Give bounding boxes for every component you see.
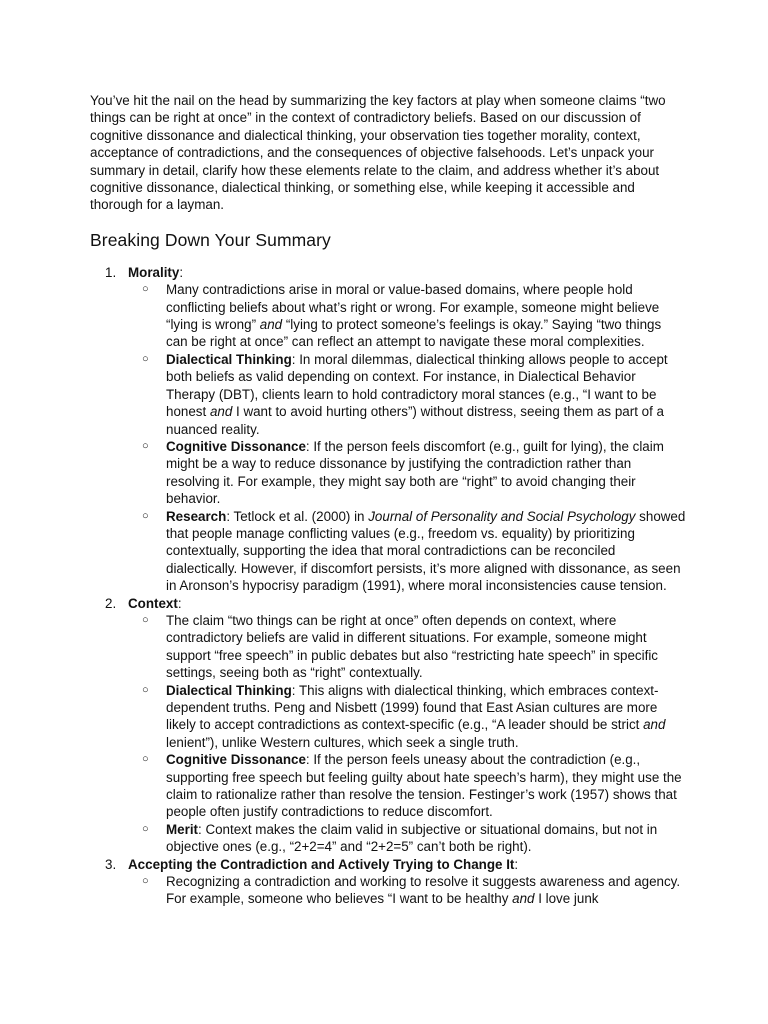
bullet-circle-icon: ○ [142, 753, 149, 766]
bullet-item [128, 438, 686, 508]
bullet-text: The claim “two things can be right at once” often depends on context, where contradictory beliefs are valid in different situations. For example, someone might support “free speech” in public debates but also “restricting hate speech” in specific settings, seeing both as “right” contextually. [166, 612, 658, 681]
bullet-item [128, 873, 686, 908]
bullet-text: showed that people manage conflicting values (e.g., freedom vs. equality) by prioritizing contextually, supporting the idea that moral contradictions can be reconciled dialectically. However, if discomfort persists, it’s more aligned with dissonance, as seen in Aronson’s hypocrisy paradigm (1991), where moral inconsistencies cause tension. [166, 508, 686, 594]
bullet-term: Cognitive Dissonance [166, 752, 306, 768]
list-number: 3. [105, 856, 117, 872]
bullet-term: Research [166, 508, 227, 524]
document-page [90, 92, 686, 908]
bullet-text: : If the person feels uneasy about the contradiction (e.g., supporting free speech but feeling guilty about hate speech’s harm), they might use the claim to rationalize rather than resolve the tension. Festinger’s work (1957) shows that people often justify contradictions to reduce discomfort. [166, 752, 682, 820]
bullet-text: : Context makes the claim valid in subjective or situational domains, but not in objective ones (e.g., “2+2=4” and “2+2=5” can’t both be right). [166, 821, 658, 855]
emphasis-text: and [209, 404, 233, 420]
bullet-text: Many contradictions arise in moral or value-based domains, where people hold conflicting beliefs about what’s right or wrong. For example, someone might believe “lying is wrong” [166, 282, 660, 333]
bullet-circle-icon: ○ [142, 613, 149, 626]
bullet-text: “lying to protect someone’s feelings is okay.” Saying “two things can be right at once” can reflect an attempt to navigate these moral complexities. [166, 317, 662, 350]
bullet-text: : If the person feels discomfort (e.g., guilt for lying), the claim might be a way to reduce dissonance by justifying the contradiction rather than resolving it. For example, they might say both are “right” to avoid changing their behavior. [166, 438, 664, 507]
bullet-list [128, 612, 686, 856]
section-heading: Breaking Down Your Summary [90, 229, 331, 250]
bullet-item [128, 351, 686, 438]
bullet-text: Recognizing a contradiction and working to resolve it suggests awareness and agency. For example, someone who believes “I want to be healthy [166, 874, 681, 907]
bullet-item [128, 821, 686, 856]
list-item-title-suffix: : [514, 856, 519, 872]
bullet-circle-icon: ○ [142, 283, 149, 296]
list-item-title-suffix: : [177, 595, 182, 611]
bullet-item [128, 751, 686, 821]
bullet-circle-icon: ○ [142, 509, 149, 522]
list-item-title-suffix: : [179, 264, 184, 280]
bullet-item [128, 612, 686, 682]
emphasis-text: and [512, 891, 535, 907]
bullet-circle-icon: ○ [142, 352, 149, 365]
bullet-text: : Tetlock et al. (2000) in [226, 508, 369, 524]
list-item [90, 264, 686, 595]
list-number: 2. [105, 595, 117, 611]
bullet-term: Cognitive Dissonance [166, 438, 306, 454]
bullet-item [128, 508, 686, 595]
bullet-list [128, 873, 686, 908]
bullet-circle-icon: ○ [142, 822, 149, 835]
bullet-text: lenient”), unlike Western cultures, which seek a single truth. [166, 734, 519, 750]
bullet-text: I love junk [534, 891, 599, 907]
bullet-term: Merit [166, 821, 198, 837]
bullet-term: Dialectical Thinking [166, 351, 292, 367]
bullet-list [128, 281, 686, 594]
bullet-item [128, 281, 686, 351]
bullet-text: I want to avoid hurting others”) without distress, seeing them as part of a nuanced reality. [166, 404, 664, 437]
emphasis-text: and [259, 317, 283, 333]
list-item-title: Context [128, 595, 178, 611]
list-item-title: Morality [128, 264, 180, 280]
list-item-title: Accepting the Contradiction and Actively Trying to Change It [128, 856, 515, 872]
intro-paragraph: You’ve hit the nail on the head by summarizing the key factors at play when someone claims “two things can be right at once” in the context of contradictory beliefs. Based on our discussion of cognitive dissonance and dialectical thinking, your observation ties together morality, context, acceptance of contradictions, and the consequences of objective falsehoods. Let’s unpack your summary in detail, clarify how these elements relate to the claim, and address whether it’s about cognitive dissonance, dialectical thinking, or something else, while keeping it accessible and thorough for a layman. [90, 93, 666, 213]
bullet-term: Dialectical Thinking [166, 682, 292, 698]
bullet-item [128, 682, 686, 752]
bullet-text: : In moral dilemmas, dialectical thinking allows people to accept both beliefs as valid depending on context. For instance, in Dialectical Behavior Therapy (DBT), clients learn to hold contradictory moral stances (e.g., “I want to be honest [166, 351, 668, 420]
bullet-circle-icon: ○ [142, 439, 149, 452]
bullet-text: : This aligns with dialectical thinking, which embraces context-dependent truths. Peng and Nisbett (1999) found that East Asian cultures are more likely to accept contradictions as context-specific (e.g., “A leader should be strict [166, 682, 659, 733]
list-item [90, 595, 686, 856]
numbered-list [90, 264, 686, 908]
bullet-circle-icon: ○ [142, 875, 149, 888]
bullet-circle-icon: ○ [142, 683, 149, 696]
emphasis-text: Journal of Personality and Social Psychology [368, 508, 636, 524]
list-item [90, 856, 686, 908]
list-number: 1. [105, 264, 117, 280]
emphasis-text: and [643, 717, 666, 733]
